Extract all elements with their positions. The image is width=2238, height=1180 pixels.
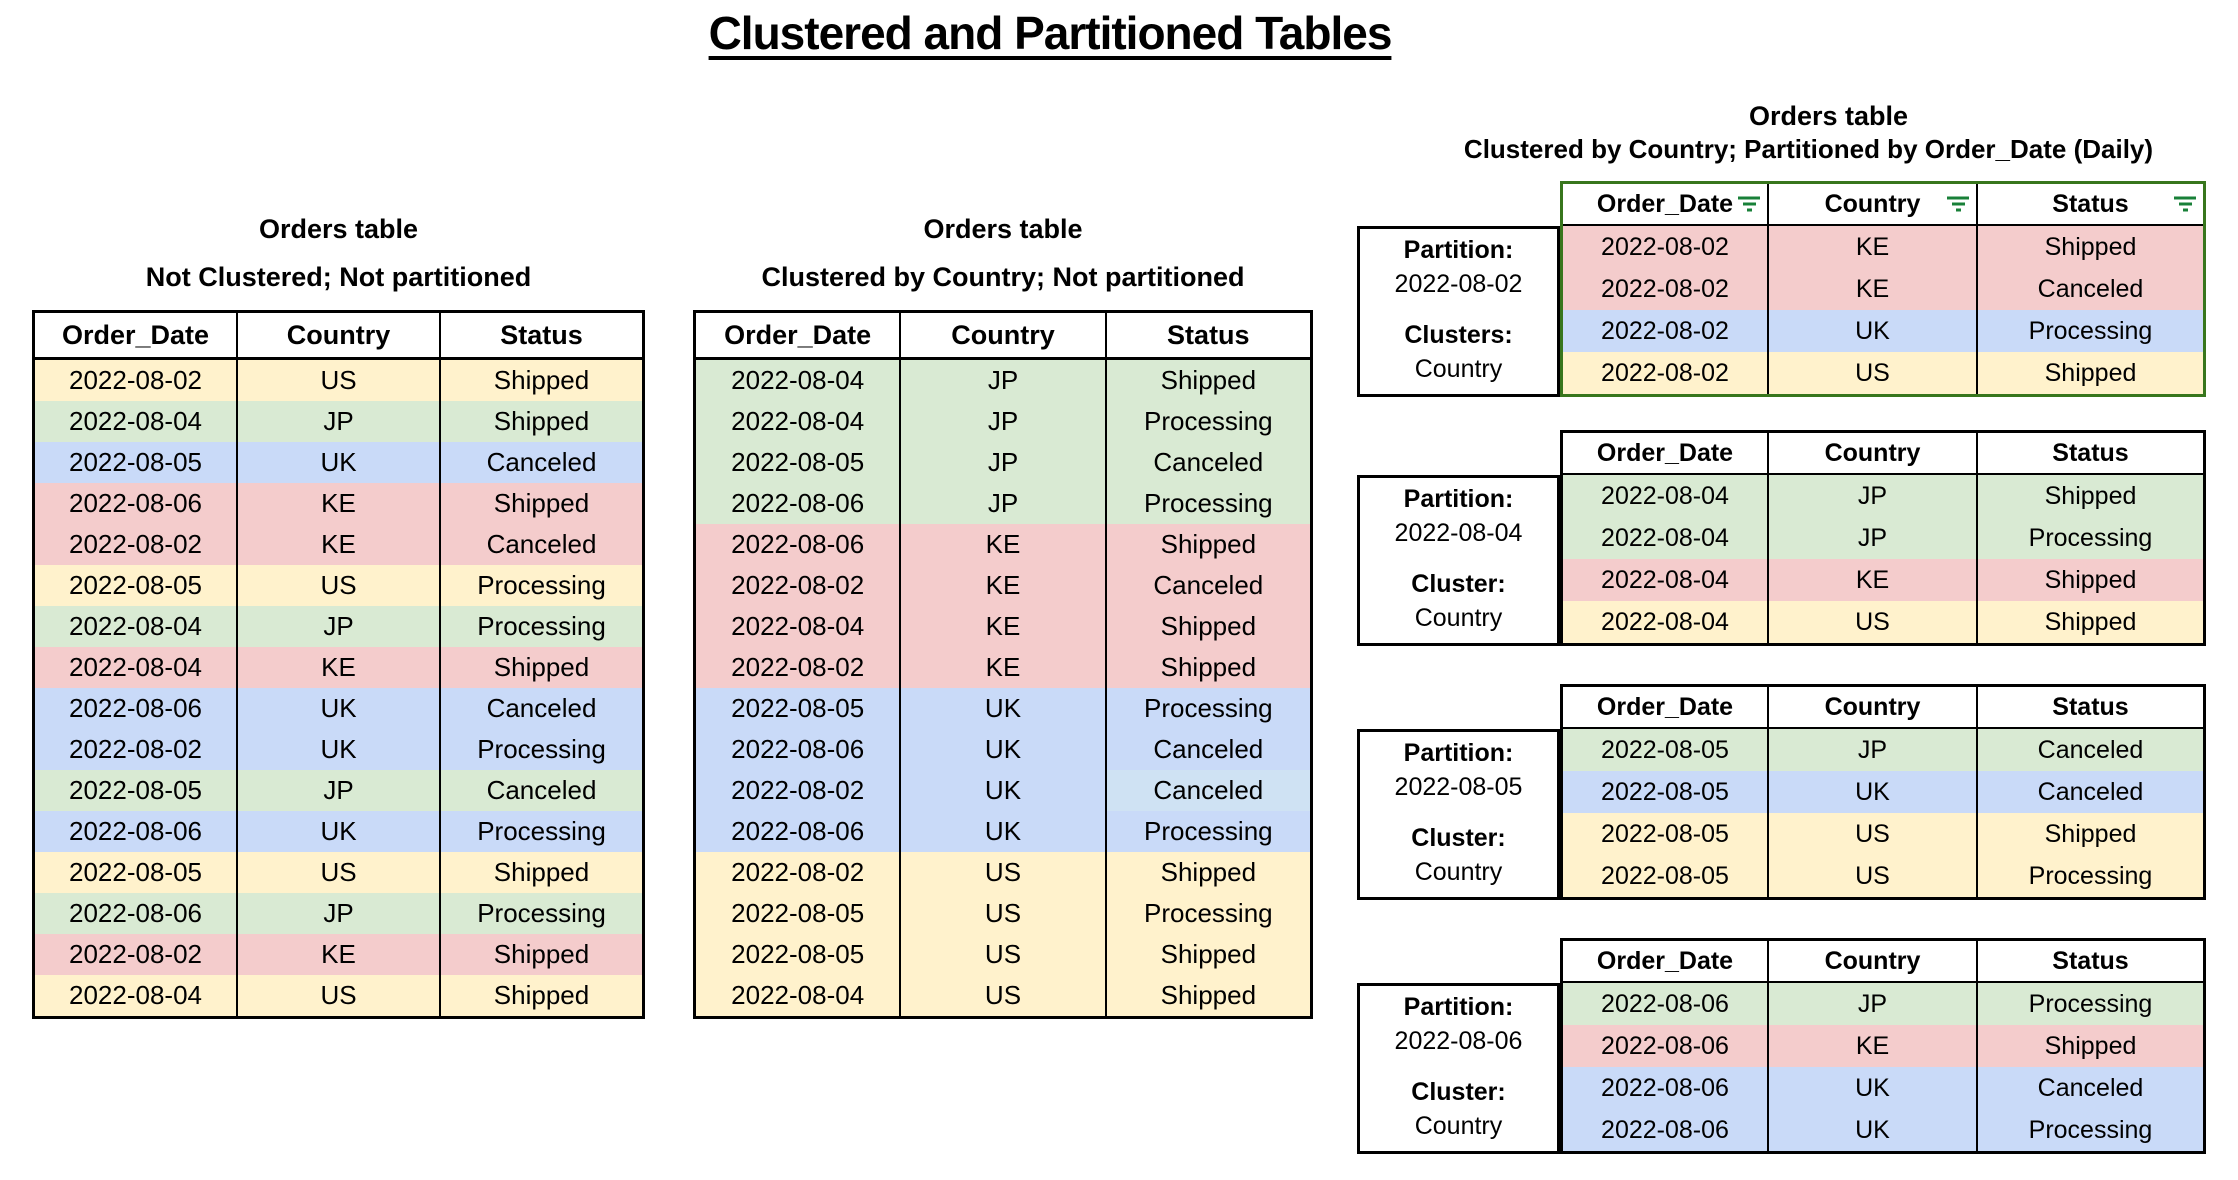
status-cell: Processing — [441, 729, 642, 770]
cluster-value: Country — [1414, 355, 1503, 383]
status-cell: Shipped — [441, 934, 642, 975]
status-cell: Processing — [1978, 1109, 2203, 1151]
status-cell: Canceled — [1107, 565, 1310, 606]
order-date-cell: 2022-08-04 — [35, 606, 238, 647]
country-cell: KE — [1769, 1025, 1978, 1067]
order-date-cell: 2022-08-02 — [35, 524, 238, 565]
order-date-cell: 2022-08-04 — [696, 401, 901, 442]
status-cell: Shipped — [1107, 934, 1310, 975]
column-header — [1769, 687, 1978, 727]
table-row — [35, 483, 642, 524]
partition-label: Partition: — [1403, 739, 1514, 767]
country-cell: US — [238, 852, 441, 893]
cluster-label: Cluster: — [1411, 824, 1506, 852]
status-cell: Canceled — [1978, 771, 2203, 813]
country-cell: UK — [238, 811, 441, 852]
status-cell: Processing — [441, 565, 642, 606]
table-row — [1563, 601, 2203, 643]
cluster-label-group — [1360, 567, 1557, 635]
cluster-value: Country — [1414, 1112, 1503, 1140]
column-header: Status — [500, 319, 583, 350]
table-row — [696, 893, 1310, 934]
table-row — [1563, 813, 2203, 855]
column-header — [1978, 433, 2203, 473]
table-row — [35, 647, 642, 688]
country-cell: JP — [901, 483, 1106, 524]
order-date-cell: 2022-08-04 — [696, 360, 901, 401]
column-header-label: Order_Date — [1596, 946, 1734, 975]
country-cell: KE — [238, 524, 441, 565]
table-row — [696, 975, 1310, 1016]
status-cell: Canceled — [1107, 770, 1310, 811]
status-cell: Canceled — [1978, 729, 2203, 771]
status-cell: Shipped — [441, 647, 642, 688]
country-cell: JP — [1769, 729, 1978, 771]
partitioned-table-section — [1357, 100, 2217, 1180]
country-cell: KE — [238, 647, 441, 688]
status-cell: Shipped — [1978, 475, 2203, 517]
partition-table — [1357, 430, 2217, 646]
table-row — [1563, 771, 2203, 813]
status-cell: Shipped — [1978, 813, 2203, 855]
column-header — [1769, 184, 1978, 224]
status-cell: Shipped — [1978, 352, 2203, 394]
unclustered-table — [32, 310, 645, 1019]
status-cell: Shipped — [441, 483, 642, 524]
table-row — [1563, 517, 2203, 559]
country-cell: UK — [1769, 771, 1978, 813]
order-date-cell: 2022-08-02 — [1563, 226, 1769, 268]
table-row — [1563, 855, 2203, 897]
table-row — [696, 770, 1310, 811]
country-cell: US — [901, 893, 1106, 934]
status-cell: Processing — [441, 811, 642, 852]
cluster-label: Clusters: — [1404, 321, 1513, 349]
order-date-cell: 2022-08-04 — [35, 401, 238, 442]
partition-label: Partition: — [1403, 993, 1514, 1021]
partition-table — [1357, 181, 2217, 397]
table-row — [696, 401, 1310, 442]
country-cell: US — [238, 565, 441, 606]
unclustered-table-title: Orders table — [258, 214, 419, 244]
table-row — [35, 893, 642, 934]
table-row — [1563, 475, 2203, 517]
status-cell: Shipped — [1978, 559, 2203, 601]
cluster-value: Country — [1414, 604, 1503, 632]
partition-label-box — [1357, 983, 1560, 1154]
filter-icon[interactable] — [1738, 197, 1760, 212]
country-cell: UK — [901, 770, 1106, 811]
clustered-table-section — [693, 212, 1313, 1019]
order-date-cell: 2022-08-06 — [696, 524, 901, 565]
status-cell: Shipped — [1107, 360, 1310, 401]
order-date-cell: 2022-08-05 — [1563, 855, 1769, 897]
order-date-cell: 2022-08-06 — [35, 893, 238, 934]
table-row — [35, 606, 642, 647]
order-date-cell: 2022-08-02 — [35, 934, 238, 975]
column-header-label: Order_Date — [1596, 438, 1734, 467]
status-cell: Shipped — [1107, 852, 1310, 893]
order-date-cell: 2022-08-02 — [696, 852, 901, 893]
country-cell: JP — [238, 606, 441, 647]
clustered-table-title: Orders table — [923, 214, 1083, 244]
status-cell: Shipped — [441, 401, 642, 442]
country-cell: UK — [238, 729, 441, 770]
clustered-table — [693, 310, 1313, 1019]
table-row — [35, 975, 642, 1016]
order-date-cell: 2022-08-02 — [1563, 352, 1769, 394]
status-cell: Canceled — [1978, 268, 2203, 310]
order-date-cell: 2022-08-05 — [696, 934, 901, 975]
order-date-cell: 2022-08-06 — [35, 483, 238, 524]
country-cell: JP — [1769, 983, 1978, 1025]
order-date-cell: 2022-08-02 — [35, 729, 238, 770]
order-date-cell: 2022-08-05 — [696, 688, 901, 729]
column-header — [1978, 941, 2203, 981]
country-cell: US — [1769, 813, 1978, 855]
order-date-cell: 2022-08-04 — [1563, 559, 1769, 601]
country-cell: US — [1769, 352, 1978, 394]
table-row — [35, 852, 642, 893]
country-cell: US — [238, 975, 441, 1016]
country-cell: KE — [1769, 559, 1978, 601]
status-cell: Shipped — [1978, 226, 2203, 268]
table-row — [696, 442, 1310, 483]
country-cell: US — [901, 975, 1106, 1016]
cluster-label-group — [1360, 1075, 1557, 1143]
partition-value: 2022-08-04 — [1394, 519, 1523, 547]
table-row — [1563, 310, 2203, 352]
table-row — [1563, 983, 2203, 1025]
column-header: Country — [238, 313, 441, 357]
table-row — [1563, 1109, 2203, 1151]
status-cell: Shipped — [441, 975, 642, 1016]
country-cell: KE — [238, 483, 441, 524]
order-date-cell: 2022-08-05 — [696, 893, 901, 934]
table-row — [696, 483, 1310, 524]
header-row — [35, 313, 642, 360]
order-date-cell: 2022-08-04 — [696, 975, 901, 1016]
status-cell: Shipped — [1107, 606, 1310, 647]
order-date-cell: 2022-08-04 — [35, 975, 238, 1016]
unclustered-table-section — [32, 212, 645, 1019]
table-row — [696, 729, 1310, 770]
column-header — [1563, 433, 1769, 473]
table-row — [35, 811, 642, 852]
column-header-label: Status — [2052, 189, 2129, 218]
country-cell: KE — [1769, 226, 1978, 268]
order-date-cell: 2022-08-06 — [1563, 983, 1769, 1025]
country-cell: UK — [238, 688, 441, 729]
column-header-label: Order_Date — [1596, 692, 1734, 721]
order-date-cell: 2022-08-04 — [696, 606, 901, 647]
country-cell: US — [1769, 601, 1978, 643]
status-cell: Shipped — [1107, 647, 1310, 688]
order-date-cell: 2022-08-02 — [696, 770, 901, 811]
order-date-cell: 2022-08-05 — [696, 442, 901, 483]
country-cell: UK — [901, 811, 1106, 852]
order-date-cell: 2022-08-05 — [35, 770, 238, 811]
status-cell: Canceled — [441, 442, 642, 483]
country-cell: JP — [1769, 475, 1978, 517]
order-date-cell: 2022-08-06 — [696, 811, 901, 852]
partition-label-box — [1357, 226, 1560, 397]
partition-value: 2022-08-05 — [1394, 773, 1523, 801]
status-cell: Canceled — [1978, 1067, 2203, 1109]
country-cell: JP — [901, 401, 1106, 442]
table-row — [35, 934, 642, 975]
table-row — [1563, 226, 2203, 268]
partition-label: Partition: — [1403, 236, 1514, 264]
partition-label-box — [1357, 729, 1560, 900]
country-cell: UK — [901, 729, 1106, 770]
column-header: Status — [1167, 319, 1250, 350]
country-cell: JP — [238, 401, 441, 442]
order-date-cell: 2022-08-06 — [1563, 1109, 1769, 1151]
status-cell: Processing — [1107, 401, 1310, 442]
order-date-cell: 2022-08-05 — [1563, 771, 1769, 813]
header-row — [1563, 941, 2203, 983]
cluster-label: Cluster: — [1411, 1078, 1506, 1106]
table-row — [1563, 268, 2203, 310]
country-cell: US — [1769, 855, 1978, 897]
table-row — [696, 934, 1310, 975]
partitioned-table-subtitle: Clustered by Country; Partitioned by Order_Date (Daily) — [1463, 134, 2154, 164]
order-date-cell: 2022-08-05 — [35, 442, 238, 483]
order-date-cell: 2022-08-06 — [35, 811, 238, 852]
order-date-cell: 2022-08-05 — [1563, 729, 1769, 771]
column-header — [1563, 184, 1769, 224]
status-cell: Processing — [1978, 983, 2203, 1025]
column-header — [1978, 184, 2203, 224]
cluster-label: Cluster: — [1411, 570, 1506, 598]
column-header-label: Status — [2052, 692, 2129, 721]
order-date-cell: 2022-08-06 — [1563, 1067, 1769, 1109]
partition-label-group — [1360, 736, 1557, 804]
table-row — [696, 688, 1310, 729]
table-row — [1563, 1025, 2203, 1067]
country-cell: JP — [238, 893, 441, 934]
table-row — [35, 401, 642, 442]
order-date-cell: 2022-08-04 — [1563, 475, 1769, 517]
partition-data-table — [1560, 684, 2206, 900]
order-date-cell: 2022-08-04 — [35, 647, 238, 688]
country-cell: KE — [901, 606, 1106, 647]
table-row — [35, 565, 642, 606]
order-date-cell: 2022-08-02 — [1563, 310, 1769, 352]
table-row — [696, 647, 1310, 688]
column-header: Country — [901, 313, 1106, 357]
cluster-label-group — [1360, 318, 1557, 386]
partition-data-table — [1560, 181, 2206, 397]
order-date-cell: 2022-08-02 — [1563, 268, 1769, 310]
column-header-label: Country — [1824, 946, 1921, 975]
country-cell: UK — [238, 442, 441, 483]
status-cell: Shipped — [1978, 1025, 2203, 1067]
order-date-cell: 2022-08-06 — [696, 483, 901, 524]
partitioned-table-title: Orders table — [1748, 101, 1909, 131]
country-cell: JP — [1769, 517, 1978, 559]
country-cell: UK — [901, 688, 1106, 729]
table-row — [35, 770, 642, 811]
order-date-cell: 2022-08-05 — [35, 565, 238, 606]
status-cell: Processing — [1107, 483, 1310, 524]
status-cell: Processing — [441, 606, 642, 647]
status-cell: Canceled — [1107, 729, 1310, 770]
status-cell: Processing — [441, 893, 642, 934]
status-cell: Shipped — [441, 360, 642, 401]
table-row — [696, 360, 1310, 401]
status-cell: Processing — [1107, 893, 1310, 934]
partition-label-group — [1360, 233, 1557, 301]
order-date-cell: 2022-08-04 — [1563, 601, 1769, 643]
status-cell: Processing — [1978, 855, 2203, 897]
header-row — [1563, 687, 2203, 729]
partition-data-table — [1560, 938, 2206, 1154]
table-row — [696, 524, 1310, 565]
table-row — [696, 565, 1310, 606]
status-cell: Canceled — [441, 688, 642, 729]
column-header-label: Status — [2052, 946, 2129, 975]
cluster-label-group — [1360, 821, 1557, 889]
status-cell: Canceled — [441, 770, 642, 811]
country-cell: KE — [901, 524, 1106, 565]
country-cell: US — [901, 934, 1106, 975]
column-header — [1563, 687, 1769, 727]
partition-table — [1357, 938, 2217, 1154]
country-cell: KE — [1769, 268, 1978, 310]
table-row — [35, 688, 642, 729]
table-row — [696, 811, 1310, 852]
partition-value: 2022-08-02 — [1394, 270, 1523, 298]
unclustered-table-subtitle: Not Clustered; Not partitioned — [145, 262, 532, 292]
column-header-label: Country — [1824, 438, 1921, 467]
country-cell: KE — [901, 647, 1106, 688]
order-date-cell: 2022-08-04 — [1563, 517, 1769, 559]
status-cell: Shipped — [441, 852, 642, 893]
order-date-cell: 2022-08-06 — [696, 729, 901, 770]
order-date-cell: 2022-08-06 — [35, 688, 238, 729]
partition-value: 2022-08-06 — [1394, 1027, 1523, 1055]
partition-data-table — [1560, 430, 2206, 646]
column-header-label: Status — [2052, 438, 2129, 467]
header-row — [1563, 433, 2203, 475]
country-cell: UK — [1769, 1109, 1978, 1151]
order-date-cell: 2022-08-02 — [696, 647, 901, 688]
column-header — [1563, 941, 1769, 981]
table-row — [35, 360, 642, 401]
table-row — [1563, 1067, 2203, 1109]
column-header — [1769, 433, 1978, 473]
column-header-label: Order_Date — [1596, 189, 1734, 218]
table-row — [696, 852, 1310, 893]
filter-icon[interactable] — [2174, 197, 2196, 212]
partition-table — [1357, 684, 2217, 900]
table-row — [35, 729, 642, 770]
header-row — [1563, 184, 2203, 226]
column-header: Order_Date — [35, 313, 238, 357]
partition-label: Partition: — [1403, 485, 1514, 513]
status-cell: Processing — [1107, 688, 1310, 729]
country-cell: KE — [901, 565, 1106, 606]
status-cell: Canceled — [441, 524, 642, 565]
country-cell: JP — [901, 442, 1106, 483]
table-row — [35, 524, 642, 565]
partition-label-box — [1357, 475, 1560, 646]
table-row — [696, 606, 1310, 647]
header-row — [696, 313, 1310, 360]
status-cell: Processing — [1978, 310, 2203, 352]
partition-label-group — [1360, 990, 1557, 1058]
status-cell: Shipped — [1978, 601, 2203, 643]
status-cell: Canceled — [1107, 442, 1310, 483]
column-header-label: Country — [1824, 692, 1921, 721]
status-cell: Shipped — [1107, 524, 1310, 565]
country-cell: JP — [238, 770, 441, 811]
cluster-value: Country — [1414, 858, 1503, 886]
order-date-cell: 2022-08-02 — [35, 360, 238, 401]
column-header — [1769, 941, 1978, 981]
table-row — [1563, 559, 2203, 601]
order-date-cell: 2022-08-06 — [1563, 1025, 1769, 1067]
filter-icon[interactable] — [1947, 197, 1969, 212]
country-cell: UK — [1769, 310, 1978, 352]
table-row — [1563, 352, 2203, 394]
table-row — [1563, 729, 2203, 771]
column-header-label: Country — [1824, 189, 1921, 218]
status-cell: Shipped — [1107, 975, 1310, 1016]
status-cell: Processing — [1978, 517, 2203, 559]
country-cell: US — [238, 360, 441, 401]
clustered-table-subtitle: Clustered by Country; Not partitioned — [761, 262, 1245, 292]
table-row — [35, 442, 642, 483]
order-date-cell: 2022-08-05 — [35, 852, 238, 893]
country-cell: JP — [901, 360, 1106, 401]
country-cell: KE — [238, 934, 441, 975]
order-date-cell: 2022-08-02 — [696, 565, 901, 606]
page-title: Clustered and Partitioned Tables — [708, 7, 1392, 59]
column-header — [1978, 687, 2203, 727]
partition-label-group — [1360, 482, 1557, 550]
status-cell: Processing — [1107, 811, 1310, 852]
country-cell: UK — [1769, 1067, 1978, 1109]
column-header: Order_Date — [696, 313, 901, 357]
country-cell: US — [901, 852, 1106, 893]
order-date-cell: 2022-08-05 — [1563, 813, 1769, 855]
